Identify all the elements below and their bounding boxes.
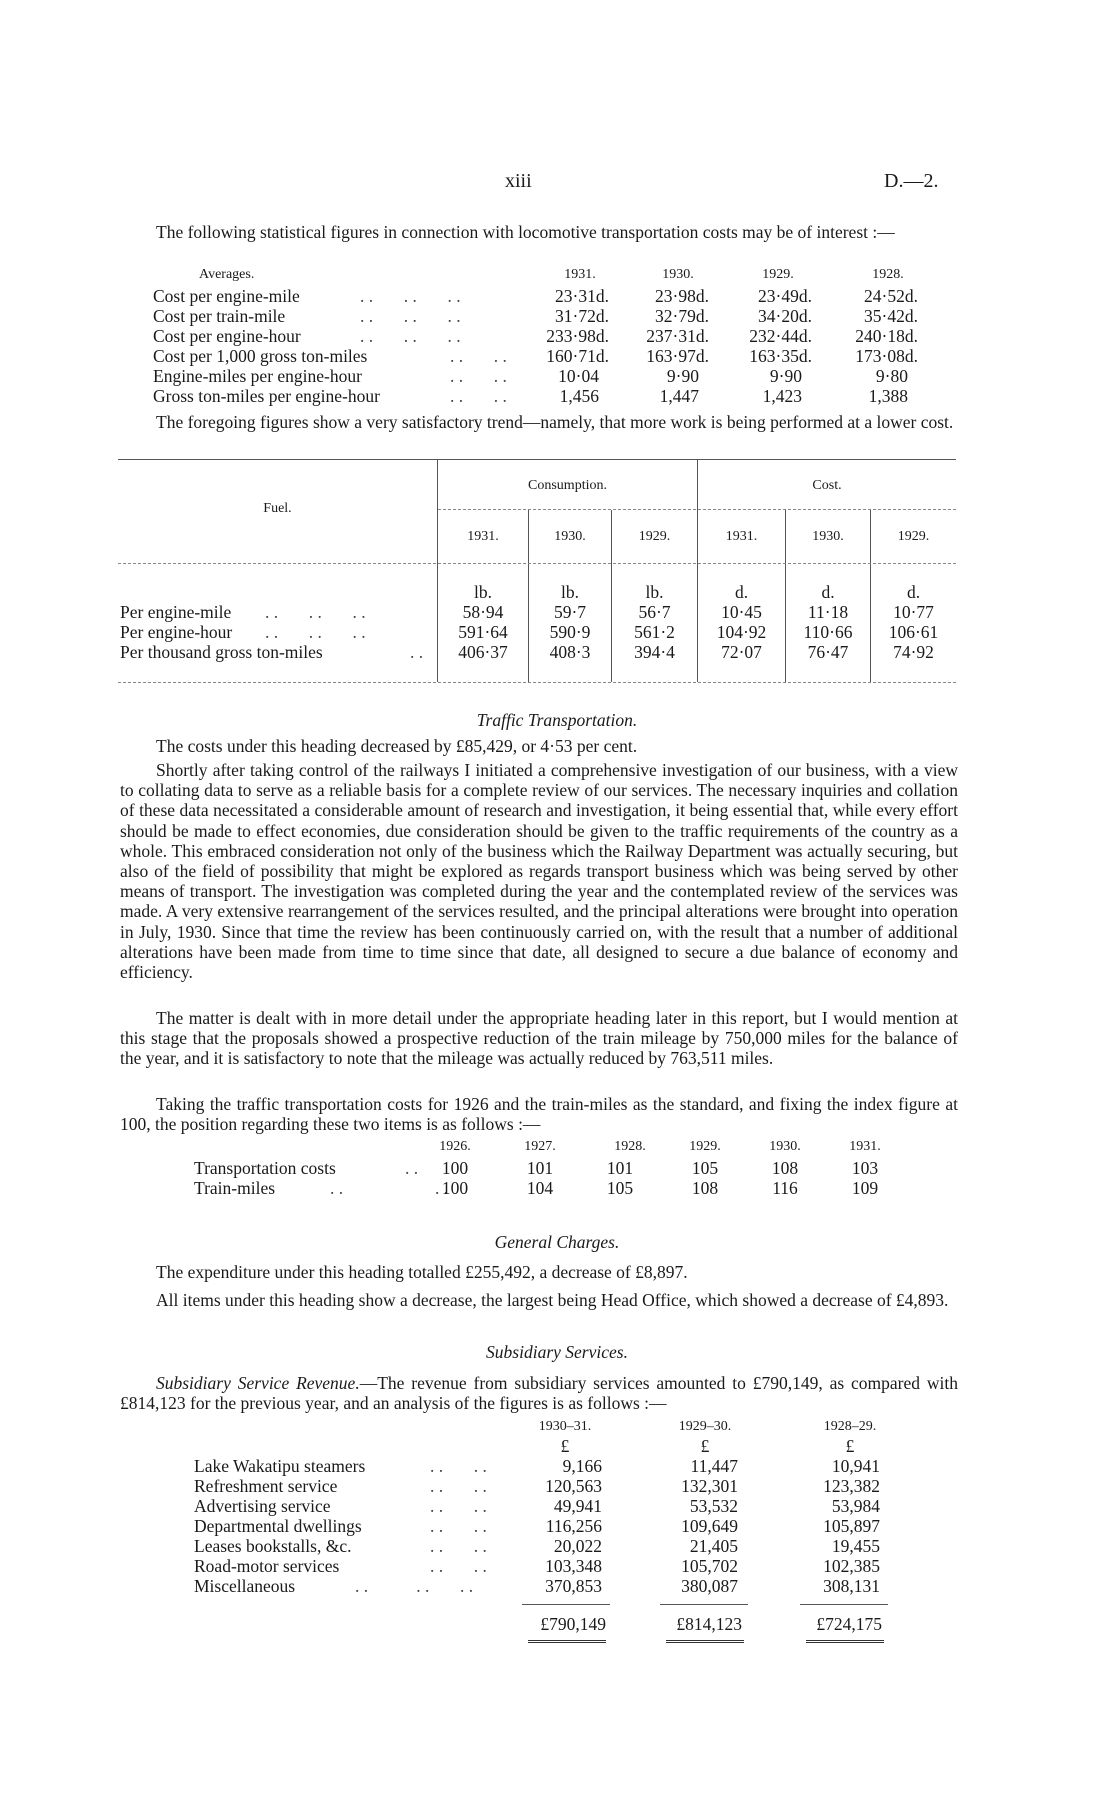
leader-dots: . . . . . .: [355, 1576, 474, 1596]
cell-value: 76·47: [807, 642, 849, 662]
fuel-unit: d.: [821, 582, 835, 602]
cell-value: 163·97d.: [646, 346, 709, 366]
fuel-year: 1930.: [554, 529, 586, 544]
averages-title: Averages.: [199, 267, 255, 282]
averages-row: [0, 386, 1114, 406]
cell-value: 11·18: [807, 602, 849, 622]
currency-symbol: £: [700, 1436, 710, 1456]
traffic-paragraph-2: Shortly after taking control of the railways I initiated a comprehensive investigation of our business, with a view to collating data to serve as a reliable basis for a complete review of our services. The necessary inquiries and collation of these data necessitated a considerable amount of research and investigation, it being essential that, while every effort should be made to effect economies, due consideration should be given to the traffic requirements of the country as a whole. This embraced consideration not only of the business which the Railway Department was actually securing, but also of the field of possibility that might be explored as regards transport business which was being served by other means of transport. The investigation was completed during the year and the contemplated review of the services was made. A very extensive rearrangement of the services resulted, and the principal alterations were brought into operation in July, 1930. Since that time the review has been continuously carried on, with the result that a number of additional alterations have been made from time to time since that date, all designed to secure a due balance of economy and efficiency.: [120, 760, 958, 983]
cell-value: 24·52d.: [864, 286, 918, 306]
cost-header: Cost.: [812, 478, 842, 493]
fuel-column-header: Fuel.: [263, 501, 292, 516]
index-year: 1928.: [614, 1139, 646, 1154]
cell-value: 408·3: [549, 642, 591, 662]
fuel-row: [0, 602, 1114, 622]
cell-value: 9,166: [562, 1456, 602, 1476]
leader-dots: . . . . . .: [360, 306, 461, 326]
double-rule: [666, 1640, 744, 1643]
cell-value: 233·98d.: [546, 326, 609, 346]
fuel-year: 1929.: [638, 529, 671, 544]
subsidiary-heading: Subsidiary Services.: [486, 1342, 628, 1362]
intro-paragraph: The following statistical figures in connection with locomotive transportation costs may be of interest :—: [156, 222, 895, 242]
cell-value: 109: [851, 1178, 879, 1198]
index-year: 1927.: [524, 1139, 556, 1154]
cell-value: 49,941: [553, 1496, 602, 1516]
cell-value: 100: [441, 1178, 469, 1198]
cell-value: 1,423: [762, 386, 802, 406]
subsidiary-year: 1929–30.: [678, 1419, 732, 1434]
subsidiary-lead: Subsidiary Service Revenue.: [156, 1373, 360, 1393]
fuel-unit: d.: [734, 582, 749, 602]
cell-value: 59·7: [553, 602, 587, 622]
traffic-paragraph-1: The costs under this heading decreased by £85,429, or 4·53 per cent.: [156, 736, 638, 756]
cell-value: 105,897: [823, 1516, 880, 1536]
cell-value: 102,385: [823, 1556, 880, 1576]
fuel-unit: d.: [906, 582, 921, 602]
leader-dots: . .: [410, 642, 424, 662]
cell-value: 11,447: [690, 1456, 738, 1476]
cell-value: 590·9: [549, 622, 591, 642]
cell-value: 23·98d.: [655, 286, 709, 306]
cell-value: 116,256: [545, 1516, 602, 1536]
cell-value: 106·61: [888, 622, 939, 642]
cell-value: 108: [691, 1178, 719, 1198]
row-label: Per engine-mile: [120, 602, 232, 622]
row-label: Lake Wakatipu steamers: [194, 1456, 366, 1476]
fuel-table-bottom-rule: [118, 682, 956, 683]
fuel-row: [0, 642, 1114, 662]
fuel-year: 1930.: [812, 529, 844, 544]
cell-value: 10·04: [558, 366, 599, 386]
cell-value: 56·7: [638, 602, 671, 622]
traffic-heading: Traffic Transportation.: [476, 710, 638, 730]
total-rule: [522, 1604, 610, 1605]
cell-value: 308,131: [823, 1576, 880, 1596]
cell-value: 406·37: [458, 642, 508, 662]
currency-symbol: £: [845, 1436, 855, 1456]
cell-value: 31·72d.: [555, 306, 609, 326]
double-rule: [528, 1640, 606, 1643]
row-label: Advertising service: [194, 1496, 331, 1516]
subsidiary-row: [0, 1476, 1114, 1496]
leader-dots: . . . .: [430, 1516, 487, 1536]
cell-value: 561·2: [634, 622, 675, 642]
cell-value: 132,301: [681, 1476, 738, 1496]
cell-value: 109,649: [681, 1516, 738, 1536]
fuel-unit: lb.: [561, 582, 579, 602]
row-label: Refreshment service: [194, 1476, 338, 1496]
cell-value: 370,853: [545, 1576, 602, 1596]
row-label: Engine-miles per engine-hour: [153, 366, 362, 386]
row-label: Road-motor services: [194, 1556, 340, 1576]
cell-value: 173·08d.: [855, 346, 918, 366]
subsidiary-row: [0, 1576, 1114, 1596]
cell-value: 237·31d.: [646, 326, 709, 346]
total-value: £790,149: [540, 1614, 606, 1634]
cell-value: 35·42d.: [864, 306, 918, 326]
cell-value: 105,702: [681, 1556, 738, 1576]
cell-value: 163·35d.: [749, 346, 812, 366]
fuel-year: 1929.: [897, 529, 930, 544]
cell-value: 394·4: [634, 642, 675, 662]
averages-row: [0, 306, 1114, 326]
cell-value: 72·07: [721, 642, 762, 662]
cell-value: 108: [771, 1158, 799, 1178]
cell-value: 23·49d.: [758, 286, 812, 306]
row-label: Departmental dwellings: [194, 1516, 362, 1536]
leader-dots: . .: [405, 1158, 419, 1178]
row-label: Per thousand gross ton-miles: [120, 642, 323, 662]
cell-value: 1,456: [559, 386, 599, 406]
row-label: Cost per 1,000 gross ton-miles: [153, 346, 368, 366]
cell-value: 9·90: [769, 366, 802, 386]
cell-value: 104·92: [716, 622, 767, 642]
currency-symbol: £: [560, 1436, 570, 1456]
subsidiary-row: [0, 1456, 1114, 1476]
leader-dots: . . . .: [450, 346, 507, 366]
row-label: Cost per engine-mile: [153, 286, 300, 306]
cell-value: 74·92: [893, 642, 934, 662]
leader-dots: . . . . . .: [360, 286, 461, 306]
index-row: [0, 1158, 1114, 1178]
leader-dots: . . . .: [430, 1456, 487, 1476]
fuel-year: 1931.: [467, 529, 499, 544]
doc-reference: D.—2.: [884, 170, 939, 192]
cell-value: 110·66: [803, 622, 853, 642]
row-label: Per engine-hour: [120, 622, 233, 642]
subsidiary-year: 1930–31.: [538, 1419, 592, 1434]
leader-dots: . . . .: [450, 366, 507, 386]
general-heading: General Charges.: [494, 1232, 620, 1252]
leader-dots: . . . . . .: [265, 622, 366, 642]
row-label: Leases bookstalls, &c.: [194, 1536, 352, 1556]
cell-value: 10·45: [721, 602, 762, 622]
cell-value: 380,087: [681, 1576, 738, 1596]
index-year: 1929.: [689, 1139, 721, 1154]
cell-value: 591·64: [458, 622, 508, 642]
traffic-paragraph-3: The matter is dealt with in more detail under the appropriate heading later in this report, but I would mention at this stage that the proposals showed a prospective reduction of the train mileage by 750,000 miles for the balance of the year, and it is satisfactory to note that the mileage was actually reduced by 763,511 miles.: [120, 1008, 958, 1069]
cell-value: 116: [772, 1178, 798, 1198]
cell-value: 53,984: [831, 1496, 880, 1516]
row-label: Miscellaneous: [194, 1576, 296, 1596]
cell-value: 101: [606, 1158, 634, 1178]
index-year: 1930.: [769, 1139, 801, 1154]
cell-value: 232·44d.: [749, 326, 812, 346]
leader-dots: . . . .: [430, 1556, 487, 1576]
cell-value: 10·77: [893, 602, 934, 622]
row-label: Cost per engine-hour: [153, 326, 301, 346]
fuel-table-header-rule: [118, 563, 956, 564]
row-label: Transportation costs: [194, 1158, 336, 1178]
general-paragraph-2: All items under this heading show a decrease, the largest being Head Office, which showed a decrease of £4,893.: [156, 1290, 949, 1310]
cell-value: 160·71d.: [546, 346, 609, 366]
fuel-year: 1931.: [725, 529, 758, 544]
total-rule: [660, 1604, 748, 1605]
leader-dots: . . . .: [430, 1536, 487, 1556]
row-label: Cost per train-mile: [153, 306, 286, 326]
leader-dots: . . . .: [450, 386, 507, 406]
leader-dots: . . . .: [430, 1476, 487, 1496]
averages-year: 1929.: [762, 267, 794, 282]
total-rule: [800, 1604, 888, 1605]
cell-value: 21,405: [689, 1536, 738, 1556]
leader-dots: . . . .: [430, 1496, 487, 1516]
cell-value: 105: [691, 1158, 719, 1178]
subsidiary-total-row: [0, 1614, 1114, 1634]
total-value: £724,175: [816, 1614, 882, 1634]
cell-value: 103: [851, 1158, 879, 1178]
subsidiary-paragraph: [120, 1373, 958, 1413]
cell-value: 20,022: [553, 1536, 602, 1556]
averages-row: [0, 286, 1114, 306]
cell-value: 23·31d.: [555, 286, 609, 306]
cell-value: 103,348: [545, 1556, 602, 1576]
cell-value: 101: [526, 1158, 554, 1178]
fuel-table-group-rule: [438, 509, 956, 510]
cell-value: 240·18d.: [855, 326, 918, 346]
cell-value: 1,388: [868, 386, 908, 406]
averages-year: 1931.: [564, 267, 596, 282]
averages-row: [0, 326, 1114, 346]
general-paragraph-1: The expenditure under this heading totalled £255,492, a decrease of £8,897.: [156, 1262, 688, 1282]
subsidiary-row: [0, 1516, 1114, 1536]
cell-value: 53,532: [689, 1496, 738, 1516]
leader-dots: . . . . . .: [265, 602, 366, 622]
cell-value: 105: [606, 1178, 634, 1198]
subsidiary-row: [0, 1556, 1114, 1576]
cell-value: 104: [526, 1178, 554, 1198]
cell-value: 120,563: [545, 1476, 602, 1496]
averages-row: [0, 366, 1114, 386]
cell-value: 100: [441, 1158, 469, 1178]
foregoing-paragraph: The foregoing figures show a very satisfactory trend—namely, that more work is being performed at a lower cost.: [156, 412, 954, 432]
cell-value: 123,382: [823, 1476, 880, 1496]
row-label: Gross ton-miles per engine-hour: [153, 386, 380, 406]
leader-dots: . . . . . .: [360, 326, 461, 346]
index-year: 1926.: [439, 1139, 471, 1154]
cell-value: 32·79d.: [655, 306, 709, 326]
averages-row: [0, 346, 1114, 366]
averages-year: 1930.: [662, 267, 694, 282]
averages-year: 1928.: [872, 267, 904, 282]
row-label: Train-miles: [194, 1178, 276, 1198]
fuel-row: [0, 622, 1114, 642]
subsidiary-year: 1928–29.: [823, 1419, 877, 1434]
fuel-table-top-rule: [118, 459, 956, 460]
cell-value: 34·20d.: [758, 306, 812, 326]
cell-value: 9·90: [666, 366, 699, 386]
cell-value: 58·94: [462, 602, 504, 622]
subsidiary-row: [0, 1496, 1114, 1516]
total-value: £814,123: [676, 1614, 742, 1634]
cell-value: 10,941: [831, 1456, 880, 1476]
leader-dots: . . . .: [330, 1178, 449, 1198]
page-number: xiii: [505, 170, 532, 192]
subsidiary-row: [0, 1536, 1114, 1556]
subsidiary-text: —The revenue from subsidiary services amounted to £790,149, as compared with £814,123 for the previous year, and an analysis of the figures is as follows :—: [120, 1373, 958, 1414]
cell-value: 9·80: [875, 366, 908, 386]
traffic-paragraph-4: Taking the traffic transportation costs for 1926 and the train-miles as the standard, and fixing the index figure at 100, the position regarding these two items is as follows :—: [120, 1094, 958, 1135]
consumption-header: Consumption.: [528, 478, 607, 493]
double-rule: [806, 1640, 884, 1643]
index-year: 1931.: [849, 1139, 881, 1154]
cell-value: 19,455: [831, 1536, 880, 1556]
fuel-unit: lb.: [474, 582, 492, 602]
fuel-unit: lb.: [645, 582, 664, 602]
index-row: [0, 1178, 1114, 1198]
cell-value: 1,447: [659, 386, 699, 406]
